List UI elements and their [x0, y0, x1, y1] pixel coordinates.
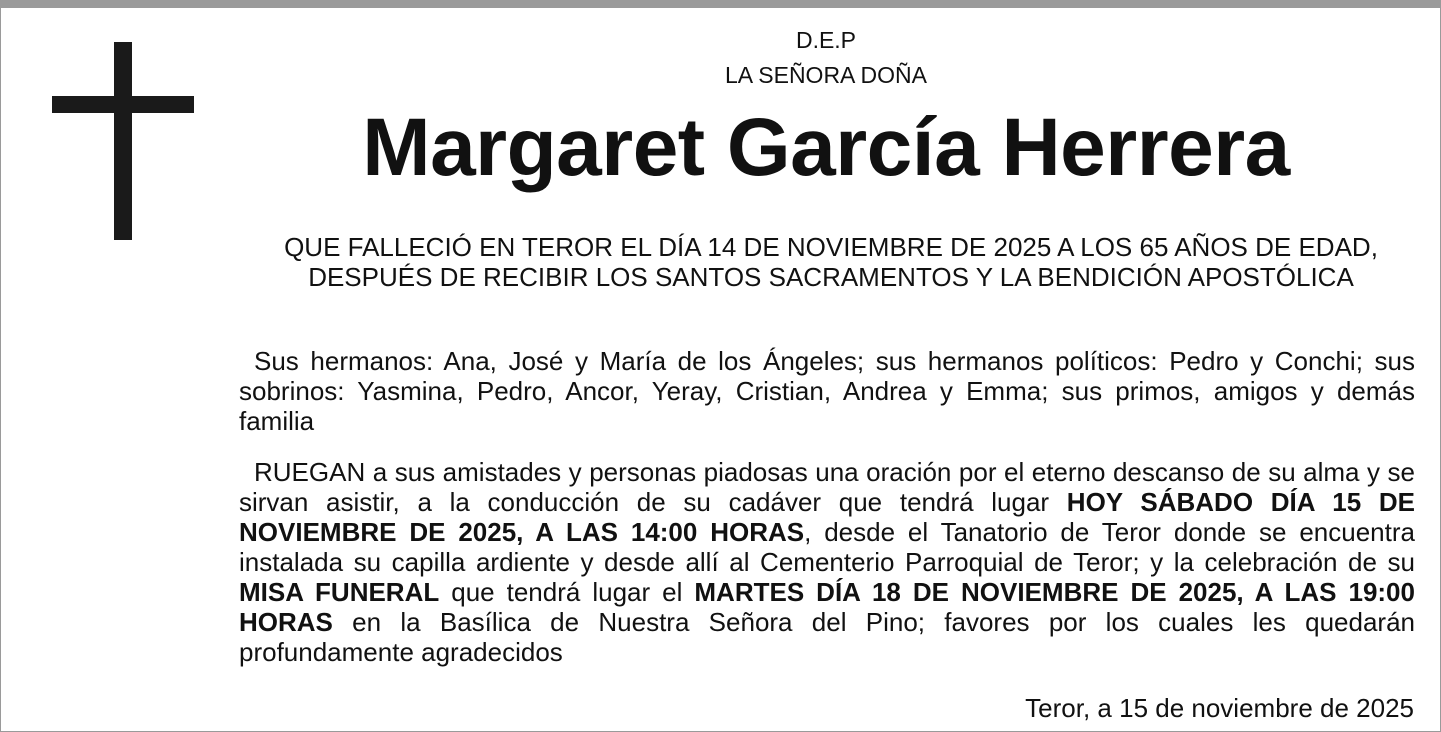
request-text-2: , desde el Tanatorio de Teror donde se encuentra instalada su capilla ardiente y desde allí al Cementerio Parroquial de Teror; y la celebración de su [239, 517, 1415, 577]
family-paragraph: Sus hermanos: Ana, José y María de los Ángeles; sus hermanos políticos: Pedro y Conchi; sus sobrinos: Yasmina, Pedro, Ancor, Yeray, Cristian, Andrea y Emma; sus primos, amigos y demás familia [239, 346, 1415, 436]
cross-icon [52, 42, 194, 240]
dep-heading: D.E.P [795, 27, 857, 53]
mass-datetime: MARTES DÍA 18 DE NOVIEMBRE DE 2025, A LAS 19:00 HORAS [239, 577, 1415, 637]
death-notice: QUE FALLECIÓ EN TEROR EL DÍA 14 DE NOVIEMBRE DE 2025 A LOS 65 AÑOS DE EDAD, DESPUÉS DE RECIBIR LOS SANTOS SACRAMENTOS Y LA BENDICIÓN APOSTÓLICA [284, 232, 1378, 292]
cross-vertical-bar [114, 42, 132, 240]
request-paragraph [239, 457, 1415, 667]
request-text-4: en la Basílica de Nuestra Señora del Pino; favores por los cuales les quedarán profundamente agradecidos [239, 607, 1415, 667]
deceased-name: Margaret García Herrera [362, 102, 1290, 193]
request-text-3: que tendrá lugar el [439, 577, 695, 607]
place-date-signature: Teror, a 15 de noviembre de 2025 [1025, 693, 1414, 723]
request-text-1: RUEGAN a sus amistades y personas piadosas una oración por el eterno descanso de su alma y se sirvan asistir, a la conducción de su cadáver que tendrá lugar [239, 457, 1415, 517]
cross-horizontal-bar [52, 96, 194, 113]
burial-datetime: HOY SÁBADO DÍA 15 DE NOVIEMBRE DE 2025, A LAS 14:00 HORAS [239, 487, 1415, 547]
title-prefix: LA SEÑORA DOÑA [725, 62, 927, 88]
funeral-mass-label: MISA FUNERAL [239, 577, 440, 607]
